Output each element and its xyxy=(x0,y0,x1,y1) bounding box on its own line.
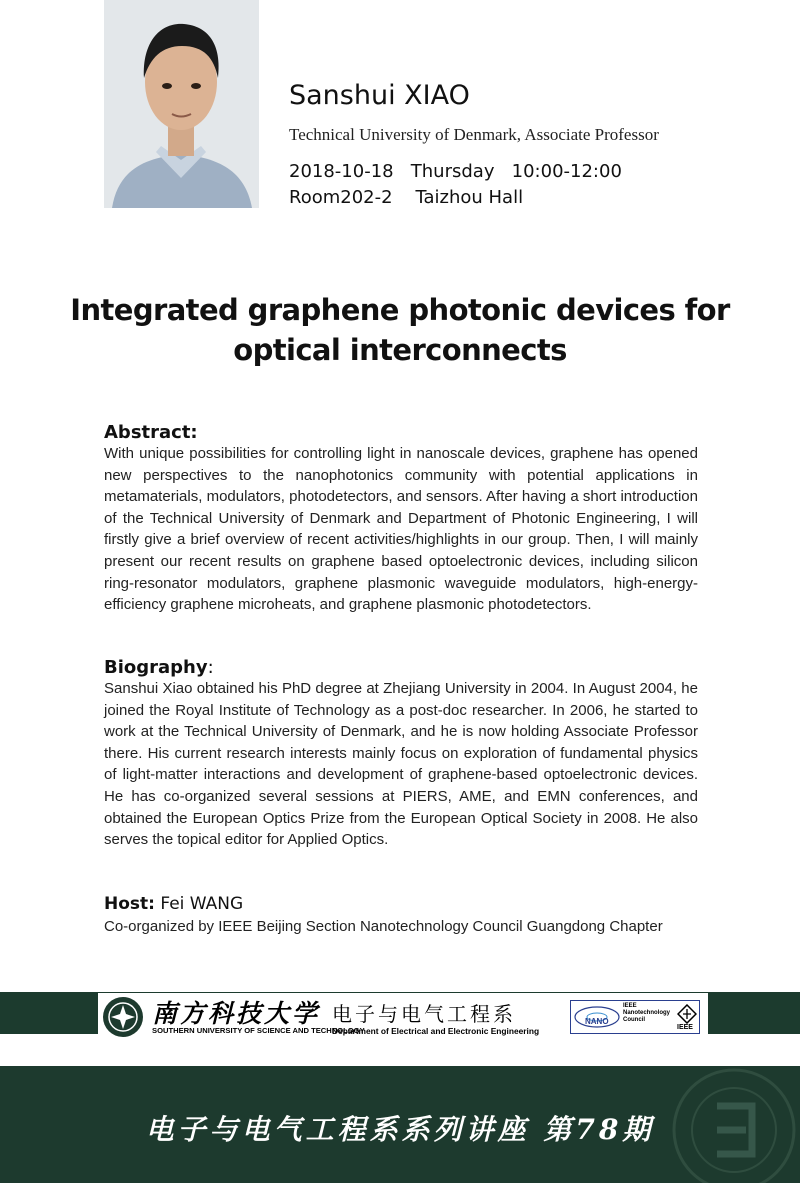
ieee-nano-logo xyxy=(570,1000,700,1034)
talk-title xyxy=(60,290,740,370)
speaker-name: Sanshui XIAO xyxy=(289,80,470,111)
talk-title-line-1: Integrated graphene photonic devices for xyxy=(70,293,730,327)
abstract-heading: Abstract: xyxy=(104,422,198,443)
logo-strip xyxy=(98,993,708,1041)
biography-text: Sanshui Xiao obtained his PhD degree at Zhejiang University in 2004. In August 2004, he joined the Royal Institute of Technology as a post-doc researcher. In 2006, he started to work at the Technical University of Denmark, and he is now holding Associate Professor there. His current research interests mainly focus on exploration of fundamental physics of light-matter interactions and development of graphene-based optoelectronic devices. He has co-organized several sessions at PIERS, AME, and EMN conferences, and obtained the European Optics Prize from the European Optical Society in 2008. He also serves the topical editor for Applied Optics. xyxy=(104,680,698,849)
talk-room: Room202-2 xyxy=(289,187,393,208)
coorganizer-text: Co-organized by IEEE Beijing Section Nanotechnology Council Guangdong Chapter xyxy=(104,918,663,935)
department-name-en: Department of Electrical and Electronic Engineering xyxy=(332,1026,540,1036)
abstract-text: With unique possibilities for controlling light in nanoscale devices, graphene has opened new perspectives to the nanophotonics community with potential applications in metamaterials, modulators, photodetectors, and sensors. After having a short introduction of the Technical University of Denmark and Department of Photonic Engineering, I will firstly give a brief overview of recent activities/highlights in our group. Then, I will mainly present our recent results on graphene based optoelectronic devices, including silicon ring-resonator modulators, graphene plasmonic waveguide modulators, high-energy-efficiency graphene microheats, and graphene plasmonic photodetectors. xyxy=(104,445,698,614)
speaker-affiliation: Technical University of Denmark, Associate Professor xyxy=(289,125,659,144)
biography-heading: Biography xyxy=(104,657,208,678)
speaker-info xyxy=(289,80,659,211)
university-name-cn: 南方科技大学 xyxy=(152,999,321,1028)
department-name-cn: 电子与电气工程系 xyxy=(332,1002,516,1026)
talk-title-line-2: optical interconnects xyxy=(233,333,567,367)
nano-label: NANO xyxy=(585,1017,609,1026)
host-label: Host: xyxy=(104,894,155,914)
host-name: Fei WANG xyxy=(160,894,244,914)
university-name-en: SOUTHERN UNIVERSITY OF SCIENCE AND TECHNOLOGY xyxy=(152,1026,365,1035)
speaker-photo xyxy=(104,0,259,208)
abstract-section xyxy=(104,422,698,616)
talk-time: 10:00-12:00 xyxy=(511,161,622,182)
ieee-diamond-icon xyxy=(677,1004,697,1024)
biography-section xyxy=(104,657,698,851)
host-section xyxy=(104,894,698,938)
university-seal-icon xyxy=(102,996,144,1038)
talk-hall: Taizhou Hall xyxy=(415,187,524,208)
biography-colon: : xyxy=(207,657,214,678)
talk-schedule xyxy=(289,159,659,211)
talk-weekday: Thursday xyxy=(410,161,495,182)
ieee-label: IEEE xyxy=(677,1024,693,1031)
ieee-council-label: IEEE Nanotechnology Council xyxy=(623,1003,671,1023)
talk-date: 2018-10-18 xyxy=(289,161,394,182)
lecture-series-title: 电子与电气工程系系列讲座 第78期 xyxy=(145,1113,655,1146)
